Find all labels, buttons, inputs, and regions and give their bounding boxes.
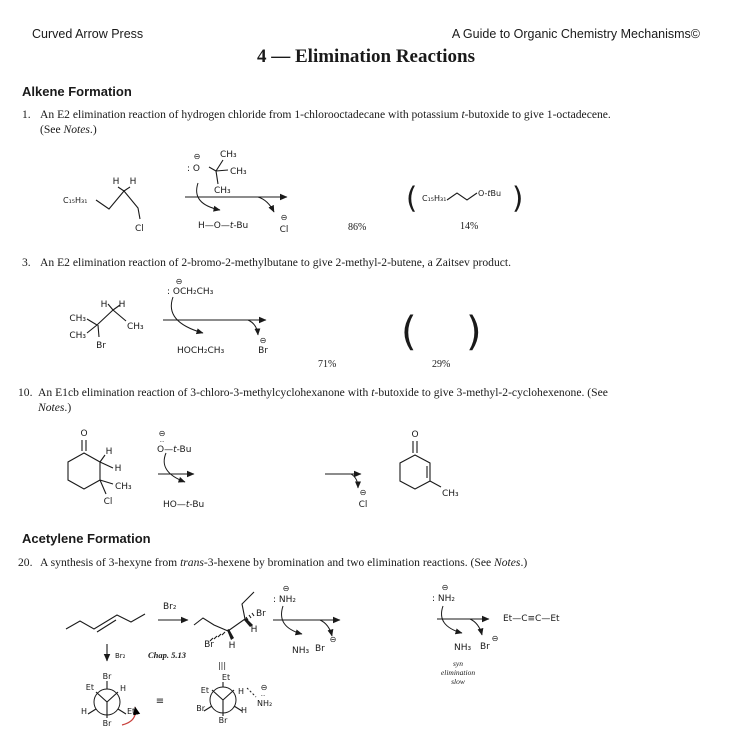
section-heading-acetylene: Acetylene Formation (22, 531, 151, 546)
item-1-number: 1. (22, 108, 31, 121)
chloride-label: Cl (135, 224, 144, 234)
see-text-end: .) (89, 123, 97, 136)
methyl-label: CH₃ (214, 186, 231, 196)
substituent-label: H (238, 687, 245, 696)
amide-label: NH₂ (257, 699, 273, 708)
carbonyl-o-label: O (411, 430, 419, 440)
methyl-label: CH₃ (69, 314, 86, 324)
paren-open: ( (401, 309, 417, 355)
front-bonds (212, 690, 234, 716)
alpha-h-label: H (114, 464, 122, 474)
substituent-label: H (80, 707, 87, 716)
front-bonds (96, 692, 118, 718)
minus-charge-icon: ⊖ (175, 277, 183, 286)
substrate-chloromethylcyclohexanone (68, 429, 132, 507)
syn-note-line-3: slow (451, 677, 465, 686)
methyl-label: CH₃ (230, 167, 247, 177)
bromide-ion-label: Br (315, 644, 325, 654)
amide-base-label: : NH₂ (432, 594, 456, 604)
minor-yield: 14% (460, 221, 479, 232)
methyl-label: CH₃ (442, 489, 459, 499)
bromide-label: Br (96, 341, 106, 351)
item-1-text-end: -butoxide to give 1-octadecene. (464, 108, 611, 121)
substituent-label: Et (200, 686, 209, 695)
item-10-line-2 (38, 401, 71, 414)
ethoxide-base-label: : OCH₂CH₃ (167, 287, 214, 297)
item-20-italic: trans (180, 556, 204, 569)
substituent-label: Et (85, 683, 94, 692)
methyl-label: CH₃ (220, 150, 237, 160)
ethanol-product: HOCH₂CH₃ (177, 346, 225, 356)
book-title: A Guide to Organic Chemistry Mechanisms© (451, 27, 700, 41)
minus-charge-icon: ⊖ (280, 213, 288, 222)
see-text: (See (40, 123, 64, 136)
beta-h-label: H (112, 177, 120, 187)
h-label: H (250, 625, 258, 635)
curved-arrow-base (171, 297, 203, 333)
substrate-trans-hexene (66, 614, 145, 632)
c-h-bonds (118, 187, 130, 191)
section-heading-alkene: Alkene Formation (22, 84, 132, 99)
methyl-label: CH₃ (69, 331, 86, 341)
amide-base-label: : NH₂ (273, 595, 297, 605)
reaction-1-scheme (56, 142, 536, 242)
newman-projection-right (196, 673, 272, 725)
paren-open: ( (406, 181, 418, 215)
notes-ref: Notes (38, 401, 65, 414)
minus-charge-icon: ⊖ (158, 429, 166, 438)
chapter-reference: Chap. 5.13 (148, 650, 187, 660)
item-10-line-1 (18, 386, 608, 399)
alkyl-chain-label: C₁₅H₃₁ (63, 196, 88, 205)
minus-charge-icon: ⊖ (491, 634, 499, 643)
methyl-label: CH₃ (115, 482, 132, 492)
hexyne-product-label: Et—C≡C—Et (503, 614, 560, 624)
major-yield: 86% (348, 222, 367, 233)
product-methylcyclohexenone (400, 430, 459, 499)
carbonyl-double-bond (82, 440, 86, 451)
hashed-wedge-br (246, 613, 254, 620)
substituent-label: Br (102, 672, 112, 681)
lone-pair-dots: ·· (260, 692, 266, 700)
item-3-line-1 (22, 256, 511, 269)
bromine-reagent-label: Br₂ (163, 602, 177, 612)
curved-arrow-leaving (248, 320, 258, 335)
first-elimination (273, 584, 340, 656)
substrate-bromomethylbutane (69, 300, 144, 351)
beta-h-label: H (118, 300, 126, 310)
bromide-ion-label: Br (480, 642, 490, 652)
carbon-skeleton (194, 592, 254, 631)
substituent-label: H (120, 684, 127, 693)
tbuoh-product: HO—t-Bu (163, 500, 205, 510)
otbu-label: O-tBu (478, 189, 502, 198)
curved-arrow-leaving (320, 620, 332, 636)
alpha-h-label: H (105, 447, 113, 457)
item-20-line-1 (18, 556, 527, 569)
carbonyl-double-bond (413, 441, 417, 453)
major-yield: 71% (318, 359, 337, 370)
tert-butoxide-base (187, 150, 247, 196)
carbon-skeleton (447, 193, 477, 200)
substrate-chlorooctadecane (63, 177, 144, 234)
item-10-number: 10. (18, 386, 33, 399)
approach-dashed-line (247, 688, 256, 697)
curved-arrow-leaving (351, 474, 358, 488)
reaction-3-scheme (56, 272, 486, 377)
beta-h-label: H (129, 177, 137, 187)
bromide-ion-label: Br (258, 346, 268, 356)
correspondence-mark: ||| (217, 661, 227, 670)
ring-skeleton (68, 453, 100, 489)
newman-projection-left (81, 672, 135, 728)
item-10-text: An E1cb elimination reaction of 3-chloro-3-methylcyclohexanone with (38, 386, 372, 399)
syn-note-line-2: elimination (440, 668, 476, 677)
bromide-label: Br (204, 640, 214, 650)
paren-close: ) (512, 181, 524, 215)
item-10-text-end: -butoxide to give 3-methyl-2-cyclohexenone. (See (374, 386, 608, 399)
minus-charge-icon: ⊖ (329, 635, 337, 644)
see-text-end: .) (64, 401, 72, 414)
item-20-text-mid: -3-hexene by bromination and two elimination reactions. (See (203, 556, 495, 569)
reaction-20-scheme (50, 578, 690, 748)
notes-ref: Notes (494, 556, 521, 569)
item-10-italic: t (371, 386, 375, 399)
alkyl-chain-label: C₁₅H₃₁ (422, 194, 447, 203)
curved-arrow-leaving (258, 197, 274, 212)
carbonyl-o-label: O (80, 429, 88, 439)
bromine-reagent-label: Br₂ (115, 652, 126, 660)
item-3-text: An E2 elimination reaction of 2-bromo-2-methylbutane to give 2-methyl-2-butene, a Zaitsev product. (40, 256, 512, 269)
minor-product-ether (406, 181, 523, 232)
minus-charge-icon: ⊖ (441, 583, 449, 592)
beta-h-label: H (100, 300, 108, 310)
substituent-label: Et (127, 707, 136, 716)
bold-wedge-h (227, 629, 234, 640)
tbuoh-product: H—O—t-Bu (198, 221, 249, 231)
item-20-text: A synthesis of 3-hexyne from (40, 556, 181, 569)
minor-yield: 29% (432, 359, 451, 370)
h-label: H (228, 641, 236, 651)
item-20-number: 20. (18, 556, 33, 569)
paren-close: ) (466, 309, 482, 355)
press-name: Curved Arrow Press (32, 27, 144, 41)
substituent-label: Br (102, 719, 112, 728)
carbon-skeleton (96, 191, 140, 219)
methyl-bond (430, 481, 441, 487)
minus-charge-icon: ⊖ (259, 336, 267, 345)
chloride-ion-label: Cl (358, 500, 368, 510)
chloride-label: Cl (103, 497, 113, 507)
ammonia-product: NH₃ (454, 643, 472, 653)
tert-butoxide-base (157, 429, 191, 455)
item-1-line-2 (40, 123, 97, 136)
minus-charge-icon: ⊖ (282, 584, 290, 593)
ring-skeleton (400, 455, 430, 489)
curved-arrow-base (164, 453, 185, 482)
substituent-label: Br (218, 716, 228, 725)
substituent-bonds (100, 480, 113, 494)
item-3-number: 3. (22, 256, 31, 269)
chloride-ion-label: Cl (279, 225, 289, 235)
bromide-label: Br (256, 609, 266, 619)
tbuoxide-label: O—t-Bu (157, 445, 192, 455)
equivalence-sign: ≡ (155, 696, 165, 707)
substituent-label: Et (221, 673, 231, 682)
second-elimination (432, 583, 498, 686)
methyl-label: CH₃ (127, 322, 144, 332)
minus-charge-icon: ⊖ (193, 152, 201, 161)
item-1-text: An E2 elimination reaction of hydrogen chloride from 1-chlorooctadecane with potassium (40, 108, 462, 121)
lone-pair-dots: ·· (159, 438, 165, 446)
curved-arrow-leaving (470, 619, 482, 635)
notes-ref: Notes (63, 123, 90, 136)
reaction-10-scheme (50, 425, 480, 520)
alkoxide-o-label: : O (187, 164, 200, 174)
substituent-label: Br (196, 704, 205, 713)
tbu-bonds (209, 160, 228, 184)
substituent-label: H (241, 706, 248, 715)
item-1-italic: t (461, 108, 465, 121)
item-20-text-end: .) (520, 556, 528, 569)
minus-charge-icon: ⊖ (359, 488, 367, 497)
ammonia-product: NH₃ (292, 646, 310, 656)
syn-note-line-1: syn (453, 659, 463, 668)
minus-charge-icon: ⊖ (260, 683, 268, 692)
item-1-line-1 (22, 108, 611, 121)
intermediate-dibromohexane (194, 592, 266, 651)
chapter-title: 4 — Elimination Reactions (257, 46, 475, 67)
